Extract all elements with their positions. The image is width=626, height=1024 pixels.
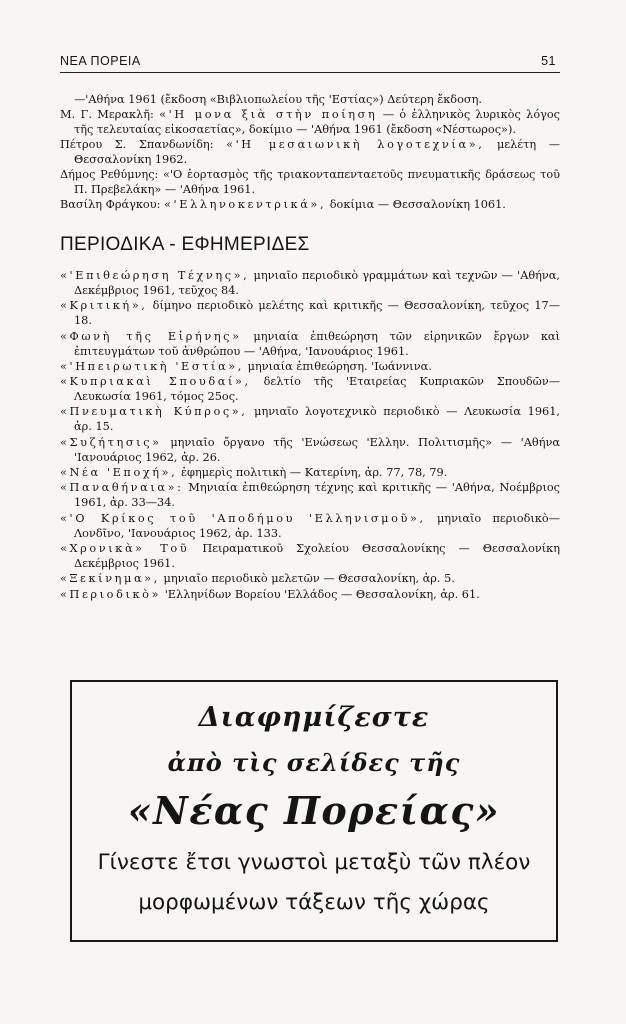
periodical-entry bbox=[60, 329, 560, 359]
periodical-name: «Χρονικὰ» Τοῦ bbox=[60, 541, 190, 555]
periodical-entry bbox=[60, 511, 560, 541]
periodical-entry bbox=[60, 435, 560, 465]
periodicals-list bbox=[60, 268, 560, 602]
periodical-details: μηνιαῖο περιοδικὸ μελετῶν — Θεσσαλονίκη, ἀρ. 5. bbox=[163, 572, 455, 586]
periodical-details: μηνιαία ἐπιθεώρηση. 'Ιωάννινα. bbox=[247, 359, 432, 373]
section-heading: ΠΕΡΙΟΔΙΚΑ - ΕΦΗΜΕΡΙΔΕΣ bbox=[60, 234, 310, 255]
periodical-details: Μηνιαία ἐπιθεώρηση τέχνης καὶ κριτικῆς — 'Αθήνα, Νοέμβριος 1961, ἀρ. 33—34. bbox=[74, 481, 561, 510]
periodical-name: «'Ο Κρίκος τοῦ 'Αποδήμου 'Ελληνισμοῦ», bbox=[60, 511, 426, 525]
periodical-name: «Ξεκίνημα», bbox=[60, 572, 160, 586]
running-header bbox=[60, 52, 560, 73]
ad-headline: Διαφημίζεστε bbox=[198, 702, 430, 733]
periodical-name: «'Ηπειρωτικὴ 'Εστία», bbox=[60, 359, 245, 373]
entry-author: Μ. Γ. Μερακλῆ: bbox=[60, 108, 154, 121]
periodical-name: «'Επιθεώρηση Τέχνης», bbox=[60, 269, 250, 282]
periodical-name: «Νέα 'Εποχή», bbox=[60, 466, 178, 480]
journal-title: ΝΕΑ ΠΟΡΕΙΑ bbox=[60, 54, 141, 68]
periodical-entry bbox=[60, 268, 560, 298]
bibliography-entry bbox=[60, 167, 560, 197]
periodical-entry bbox=[60, 359, 560, 374]
periodical-name: «Κριτική», bbox=[60, 299, 148, 313]
periodical-entry bbox=[60, 541, 560, 571]
periodical-details: ἐφημερὶς πολιτικὴ — Κατερίνη, ἀρ. 77, 78, 79. bbox=[180, 466, 448, 480]
periodical-details: δελτίο τῆς 'Εταιρείας Κυπριακῶν Σπουδῶν—Λευκωσία 1961, τόμος 25ος. bbox=[74, 375, 561, 404]
bibliography-entry bbox=[60, 137, 560, 167]
entry-text: —'Αθήνα 1961 (ἔκδοση «Βιβλιοπωλείου τῆς 'Εστίας») Δεύτερη ἔκδοση. bbox=[74, 93, 482, 106]
periodical-details: μηνιαία ἐπιθεώρηση τῶν εἰρηνικῶν ἔργων καὶ ἐπιτευγμάτων τοῦ ἀνθρώπου — 'Αθήνα, 'Ιανουάριος 1961. bbox=[74, 329, 560, 358]
periodical-entry bbox=[60, 298, 560, 328]
periodical-details: δίμηνο περιοδικὸ μελέτης καὶ κριτικῆς — Θεσσαλονίκη, τεῦχος 17—18. bbox=[74, 299, 560, 328]
entry-author: Δήμος Ρεθύμνης: bbox=[60, 168, 159, 181]
periodical-name: «Παναθήναια»: bbox=[60, 481, 184, 495]
entry-title: «'Η μεσαιωνικὴ λογοτεχνία», bbox=[226, 138, 485, 151]
periodical-details: μηνιαῖο περιοδικὸ—Λονδῖνο, 'Ιανουάριος 1962, ἀρ. 133. bbox=[74, 511, 561, 540]
entry-author: Βασίλη Φράγκου: bbox=[60, 198, 161, 211]
periodical-name: «Φωνὴ τῆς Εἰρήνης» bbox=[60, 329, 242, 343]
periodical-entry bbox=[60, 571, 560, 586]
bibliography-entry bbox=[60, 197, 560, 212]
periodical-name: «Κυπριακαὶ Σπουδαί», bbox=[60, 375, 251, 389]
ad-journal-name: «Νέας Πορείας» bbox=[127, 788, 501, 833]
periodical-details: Πειραματικοῦ Σχολείου Θεσσαλονίκης — Θεσσαλονίκη Δεκέμβριος 1961. bbox=[74, 541, 561, 570]
ad-subheadline: ἀπὸ τὶς σελίδες τῆς bbox=[167, 748, 461, 777]
periodical-details: μηνιαῖο περιοδικὸ γραμμάτων καὶ τεχνῶν — 'Αθήνα, Δεκέμβριος 1961, τεῦχος 84. bbox=[74, 269, 561, 297]
entry-details: μελέτη — Θεσσαλονίκη 1962. bbox=[74, 138, 561, 166]
advertisement-box bbox=[70, 680, 558, 942]
periodical-entry bbox=[60, 480, 560, 510]
periodical-details: 'Ελληνίδων Βορείου 'Ελλάδος — Θεσσαλονίκη, ἀρ. 61. bbox=[164, 587, 480, 601]
periodical-name: «Περιοδικὸ» bbox=[60, 587, 162, 601]
periodical-entry bbox=[60, 374, 560, 404]
ad-body-line: μορφωμένων τάξεων τῆς χώρας bbox=[138, 890, 490, 915]
entry-details: δοκίμια — Θεσσαλονίκη 1061. bbox=[329, 198, 506, 211]
bibliography-entry bbox=[60, 107, 560, 137]
periodical-name: «Πνευματικὴ Κύπρος», bbox=[60, 405, 248, 419]
periodical-name: «Συζήτησις» bbox=[60, 435, 162, 449]
bibliography-list bbox=[60, 92, 560, 212]
entry-details: «'Ο ἑορτασμὸς τῆς τριακονταπενταετοῦς πνευματικῆς δράσεως τοῦ Π. Πρεβελάκη» — 'Αθήνα 1961. bbox=[74, 168, 560, 196]
periodical-details: μηνιαῖο λογοτεχνικὸ περιοδικὸ — Λευκωσία 1961, ἀρ. 15. bbox=[74, 405, 560, 434]
entry-author: Πέτρου Σ. Σπανδωνίδη: bbox=[60, 138, 214, 151]
periodical-entry bbox=[60, 465, 560, 480]
bibliography-entry bbox=[60, 92, 560, 107]
periodical-details: μηνιαῖο ὄργανο τῆς 'Ενώσεως 'Ελλην. Πολιτισμῆς» — 'Αθήνα 'Ιανουάριος 1962, ἀρ. 26. bbox=[74, 435, 561, 464]
entry-title: «'Η μονα ξιὰ στὴν ποίηση bbox=[159, 108, 378, 121]
ad-body-line: Γίνεστε ἔτσι γνωστοὶ μεταξὺ τῶν πλέον bbox=[97, 850, 531, 875]
entry-title: «'Ελληνοκεντρικά», bbox=[164, 198, 327, 211]
periodical-entry bbox=[60, 404, 560, 434]
periodical-entry bbox=[60, 587, 560, 602]
entry-details: — ὁ ἑλληνικὸς λυρικὸς λόγος τῆς τελευταίας εἰκοσαετίας», δοκίμιο — 'Αθήνα 1961 (ἔκδοση «Νέστωρος»). bbox=[74, 108, 560, 136]
page-number: 51 bbox=[541, 54, 556, 68]
